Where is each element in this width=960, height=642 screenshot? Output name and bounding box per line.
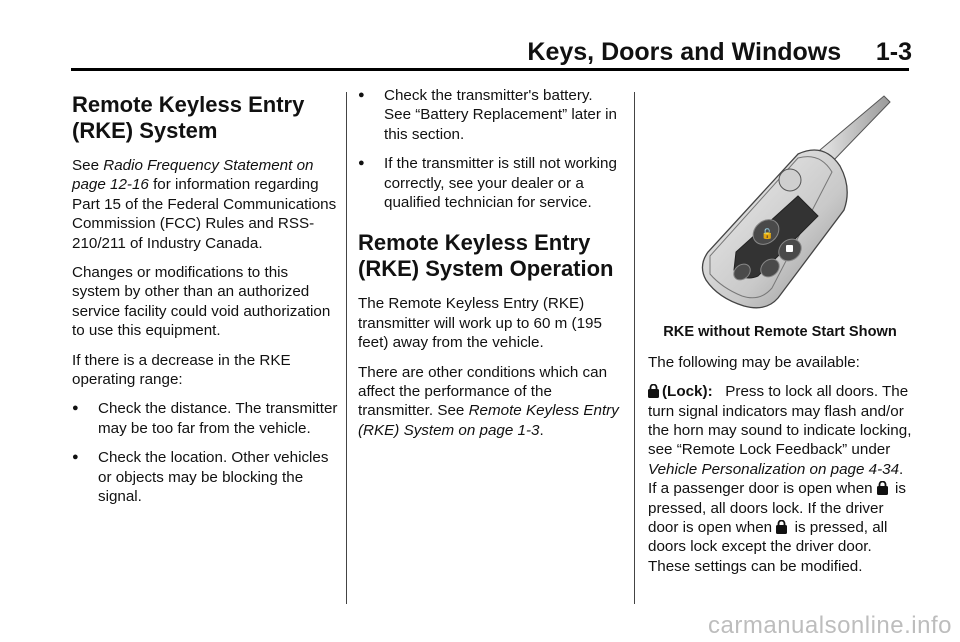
watermark: carmanualsonline.info: [708, 612, 952, 639]
lock-icon: [877, 481, 888, 495]
figure-caption: RKE without Remote Start Shown: [663, 324, 897, 341]
fcc-paragraph: See Radio Frequency Statement on page 12-16 for information regarding Part 15 of the Federal Communications Commission (FCC) Rules and RSS-210/211 of Industry Canada.: [72, 157, 337, 252]
bullet-item: ● Check the location. Other vehicles or objects may be blocking the signal.: [72, 449, 329, 506]
bullet-icon: ●: [358, 157, 365, 170]
column-divider: [634, 92, 635, 604]
key-fob-illustration: [648, 92, 912, 312]
header-rule: [71, 68, 909, 71]
bullet-item: ● If the transmitter is still not working correctly, see your dealer or a qualified technician for service.: [358, 155, 617, 212]
header-title: [527, 38, 912, 67]
svg-text:🔓: 🔓: [761, 229, 774, 240]
bullet-item: ● Check the distance. The transmitter may be too far from the vehicle.: [72, 400, 338, 437]
lock-icon: [776, 520, 787, 534]
range-paragraph: The Remote Keyless Entry (RKE) transmitter will work up to 60 m (195 feet) away from the vehicle.: [358, 295, 602, 352]
column-1: [72, 92, 340, 517]
vehicle-personalization-ref[interactable]: Vehicle Personalization on page 4-34: [648, 460, 900, 478]
bullet-icon: ●: [72, 402, 79, 415]
radio-frequency-ref[interactable]: Radio Frequency Statement on page 12-16: [72, 157, 314, 194]
bullet-icon: ●: [72, 451, 79, 464]
rke-system-ref[interactable]: Remote Keyless Entry (RKE) System on page 1-3: [358, 402, 619, 439]
modifications-paragraph: Changes or modifications to this system by other than an authorized service facility could void authorization to use this equipment.: [72, 264, 331, 340]
page-number: 1-3: [875, 38, 912, 66]
lock-label: (Lock):: [662, 383, 713, 401]
section-title: Keys, Doors and Windows: [527, 38, 842, 66]
conditions-paragraph: There are other conditions which can affect the performance of the transmitter. See Remote Keyless Entry (RKE) System on page 1-3.: [358, 363, 619, 439]
rke-system-heading: Remote Keyless Entry (RKE) System: [72, 92, 305, 143]
column-2: [358, 86, 620, 450]
lock-icon: [648, 384, 659, 398]
range-decrease-paragraph: If there is a decrease in the RKE operating range:: [72, 351, 291, 389]
bullet-icon: ●: [358, 89, 365, 101]
page-header: [0, 0, 960, 70]
bullet-item: ● Check the transmitter's battery. See “Battery Replacement” later in this section.: [358, 87, 617, 143]
column-divider: [346, 92, 347, 604]
column-3: [648, 92, 912, 586]
rke-operation-heading: Remote Keyless Entry (RKE) System Operation: [358, 230, 614, 282]
lock-paragraph: (Lock): Press to lock all doors. The turn signal indicators may flash and/or the horn may sound to indicate locking, see “Remote Lock Feedback” under Vehicle Personalization on page 4-34. If a passenger door is open when is pressed, all doors lock. If the driver door is open when is pressed, all doors lock except the driver door. These settings can be modified.: [648, 383, 912, 575]
available-intro: The following may be available:: [648, 353, 860, 371]
